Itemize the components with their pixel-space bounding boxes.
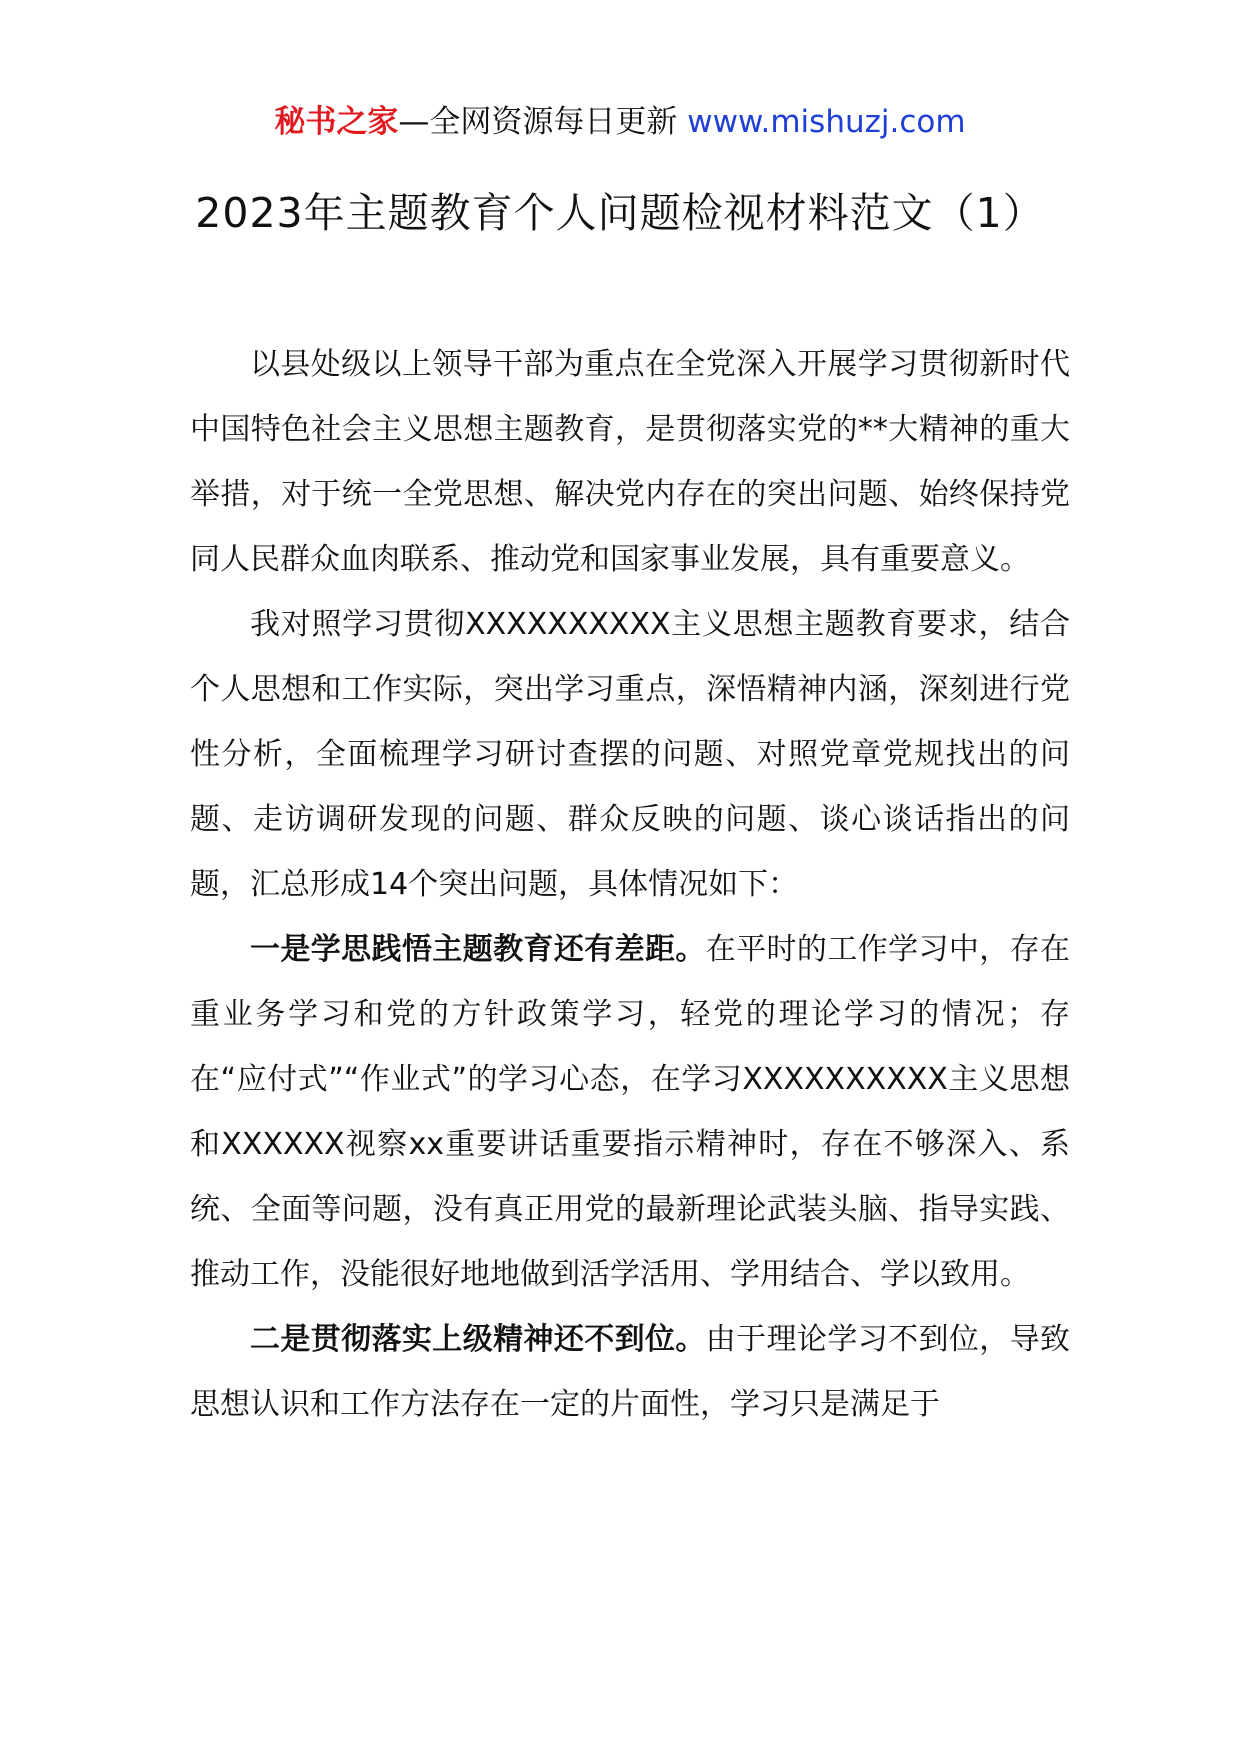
paragraph-lead: 一是学思践悟主题教育还有差距。 — [250, 932, 706, 967]
header-slogan: —全网资源每日更新 — [398, 104, 688, 140]
document-body — [190, 332, 1070, 1437]
document-title: 2023年主题教育个人问题检视材料范文（1） — [195, 189, 1045, 237]
paragraph-text: 由于理论学习不到位，导致思想认识和工作方法存在一定的片面性，学习只是满足于 — [190, 1322, 1071, 1422]
paragraph — [190, 592, 1070, 917]
paragraph — [190, 1307, 1070, 1437]
paragraph — [190, 917, 1070, 1307]
page-header — [0, 100, 1240, 144]
paragraph-text: 我对照学习贯彻XXXXXXXXXX主义思想主题教育要求，结合个人思想和工作实际，突出学习重点，深悟精神内涵，深刻进行党性分析，全面梳理学习研讨查摆的问题、对照党章党规找出的问题、走访调研发现的问题、群众反映的问题、谈心谈话指出的问题，汇总形成14个突出问题，具体情况如下： — [190, 607, 1070, 902]
paragraph-text: 以县处级以上领导干部为重点在全党深入开展学习贯彻新时代中国特色社会主义思想主题教育，是贯彻落实党的**大精神的重大举措，对于统一全党思想、解决党内存在的突出问题、始终保持党同人民群众血肉联系、推动党和国家事业发展，具有重要意义。 — [190, 347, 1070, 577]
brand-name: 秘书之家 — [274, 104, 399, 140]
paragraph-text: 在平时的工作学习中，存在重业务学习和党的方针政策学习，轻党的理论学习的情况；存在“应付式”“作业式”的学习心态，在学习XXXXXXXXXX主义思想和XXXXXX视察xx重要讲话重要指示精神时，存在不够深入、系统、全面等问题，没有真正用党的最新理论武装头脑、指导实践、推动工作，没能很好地地做到活学活用、学用结合、学以致用。 — [190, 932, 1071, 1292]
paragraph-lead: 二是贯彻落实上级精神还不到位。 — [250, 1322, 706, 1357]
paragraph — [190, 332, 1070, 592]
header-url[interactable]: www.mishuzj.com — [687, 104, 966, 140]
